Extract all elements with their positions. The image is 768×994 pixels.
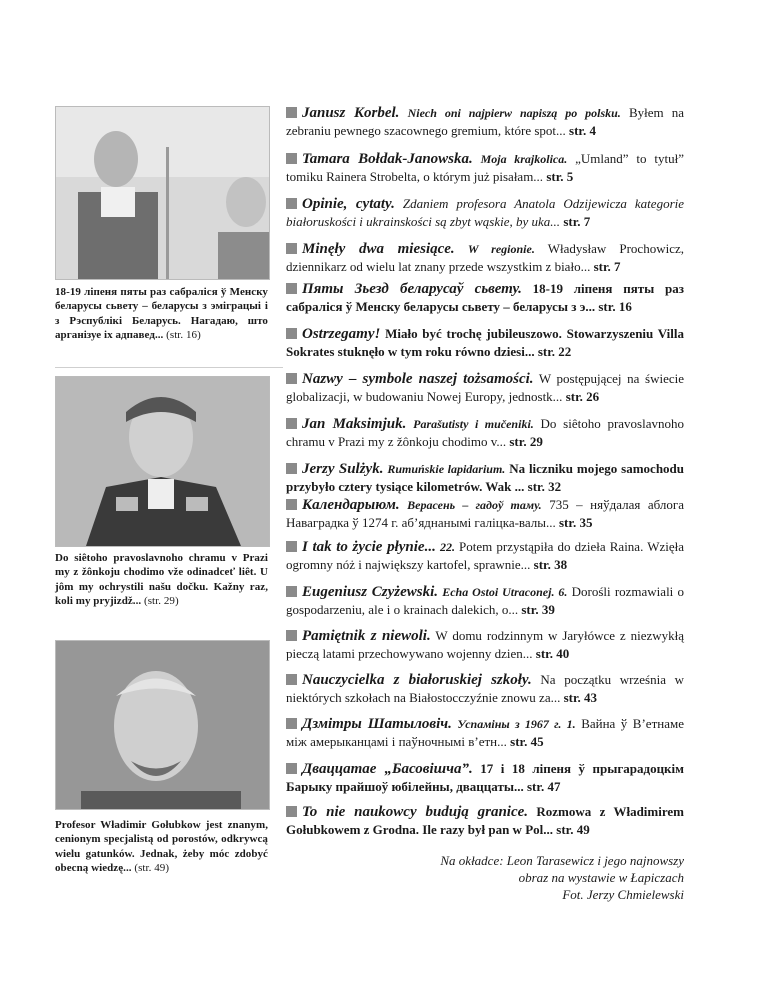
toc-entry[interactable]: Ostrzegamy! Miało być trochę jubileuszowo. Stowarzyszeniu Villa Sokrates stuknęło w tym roku równo dziesi... str. 22 <box>286 326 684 359</box>
photo-officer <box>55 376 270 547</box>
square-bullet-icon <box>286 328 297 339</box>
toc-entry[interactable]: Pamiętnik z niewoli. W domu rodzinnym w Jaryłówce z niezwykłą pieczą latami przechowywano wojenny dzien... str. 40 <box>286 628 685 661</box>
cover-note <box>394 852 684 903</box>
square-bullet-icon <box>286 499 297 510</box>
square-bullet-icon <box>286 283 297 294</box>
toc-entry[interactable]: Календарыюм. Верасень – гадоў таму. 735 – няўдалая аблога Наваградка ў 1274 г. аб’яднанымі галіцка-валы... str. 35 <box>286 497 685 530</box>
square-bullet-icon <box>286 373 297 384</box>
square-bullet-icon <box>286 763 297 774</box>
toc-entry[interactable]: Пяты Зьезд беларусаў сьвету. 18-19 ліпеня пяты раз сабраліся ў Менску беларусы сьвету – беларусы з э... str. 16 <box>286 281 684 314</box>
toc-entry[interactable]: Nauczycielka z białoruskiej szkoły. Na początku września w niektórych szkołach na Białostocczyźnie znowu za... str. 43 <box>286 672 685 705</box>
square-bullet-icon <box>286 586 297 597</box>
caption-chram: Do siêtoho pravoslavnoho chramu v Prazi my z žônkoju chodimo vže odinadceť liêt. U jôm my ochrystili našu dočku. Kažny raz, koli my pryjizdž... (str. 29) <box>55 552 268 608</box>
toc-entry[interactable]: Minęły dwa miesiące. W regionie. Władysław Prochowicz, dziennikarz od wielu lat znany przede wszystkim z biało... str. 7 <box>286 241 684 274</box>
toc-entry[interactable]: I tak to życie płynie... 22. Potem przystąpiła do dzieła Raina. Wzięła ogromny nóż i największy kartofel, sprawnie... str. 38 <box>286 539 685 572</box>
toc-entry[interactable]: Eugeniusz Czyżewski. Echa Ostoi Utraconej. 6. Dorośli rozmawiali o gospodarzeniu, ale i o krainach dalekich, o... str. 39 <box>286 584 684 617</box>
toc-entry[interactable]: Дзмітры Шатыловіч. Успаміны з 1967 г. 1. Вайна ў В’етнаме між амерыканцамі і паўночнымі в’етн... str. 45 <box>286 716 684 749</box>
caption-congress: 18-19 ліпеня пяты раз сабраліся ў Менску беларусы сьвету – беларусы з эміграцыі і з Рэспублікі Беларусь. Нагадаю, што арганізуе іх адпавед... (str. 16) <box>55 286 268 342</box>
square-bullet-icon <box>286 806 297 817</box>
square-bullet-icon <box>286 630 297 641</box>
square-bullet-icon <box>286 463 297 474</box>
square-bullet-icon <box>286 541 297 552</box>
toc-entry[interactable]: Двaццатае „Басовішча”. 17 і 18 ліпеня ў прыгарадоцкім Барыку прайшоў юбілейны, дваццаты... str. 47 <box>286 761 685 794</box>
toc-entry[interactable]: Jan Maksimjuk. Parašutisty i mučeniki. Do siêtoho pravoslavnoho chramu v Prazi my z žônkoju chodimo v... str. 29 <box>286 416 684 449</box>
cover-note-line: Fot. Jerzy Chmielewski <box>562 887 684 902</box>
toc-entry[interactable]: Tamara Bołdak-Janowska. Moja krajkolica. „Umland” to tytuł” tomiku Rainera Strobelta, o którym już pisałam... str. 5 <box>286 151 685 184</box>
toc-entry[interactable]: Janusz Korbel. Niech oni najpierw napiszą po polsku. Byłem na zebraniu pewnego szacownego gremium, które spot... str. 4 <box>286 105 685 138</box>
photo-professor <box>55 640 270 810</box>
square-bullet-icon <box>286 418 297 429</box>
photo-congress <box>55 106 270 280</box>
toc-entry[interactable]: To nie naukowcy budują granice. Rozmowa z Władimirem Gołubkowem z Grodna. Ile razy był pan w Pol... str. 49 <box>286 804 684 837</box>
cover-note-line: Na okładce: Leon Tarasewicz i jego najnowszy <box>440 853 684 868</box>
square-bullet-icon <box>286 718 297 729</box>
toc-entry[interactable]: Nazwy – symbole naszej tożsamości. W postępującej na świecie globalizacji, w budowaniu Nowej Europy, jednostk... str. 26 <box>286 371 684 404</box>
caption-professor: Profesor Władimir Gołubkow jest znanym, cenionym specjalistą od porostów, odkrywcą wielu gatunków. Jednak, żeby móc zdobyć obecną wiedzę... (str. 49) <box>55 819 268 875</box>
square-bullet-icon <box>286 674 297 685</box>
square-bullet-icon <box>286 243 297 254</box>
toc-entry[interactable]: Jerzy Sulżyk. Rumuńskie lapidarium. Na liczniku mojego samochodu przybyło cztery tysiące kilometrów. Wak ... str. 32 <box>286 461 685 494</box>
divider <box>55 367 283 368</box>
square-bullet-icon <box>286 107 297 118</box>
square-bullet-icon <box>286 153 297 164</box>
square-bullet-icon <box>286 198 297 209</box>
cover-note-line: obraz na wystawie w Łapiczach <box>518 870 684 885</box>
toc-entry[interactable]: Opinie, cytaty. Zdaniem profesora Anatola Odzijewicza kategorie białoruskości i ukrainskości są zbyt wąskie, by uka... str. 7 <box>286 196 685 229</box>
